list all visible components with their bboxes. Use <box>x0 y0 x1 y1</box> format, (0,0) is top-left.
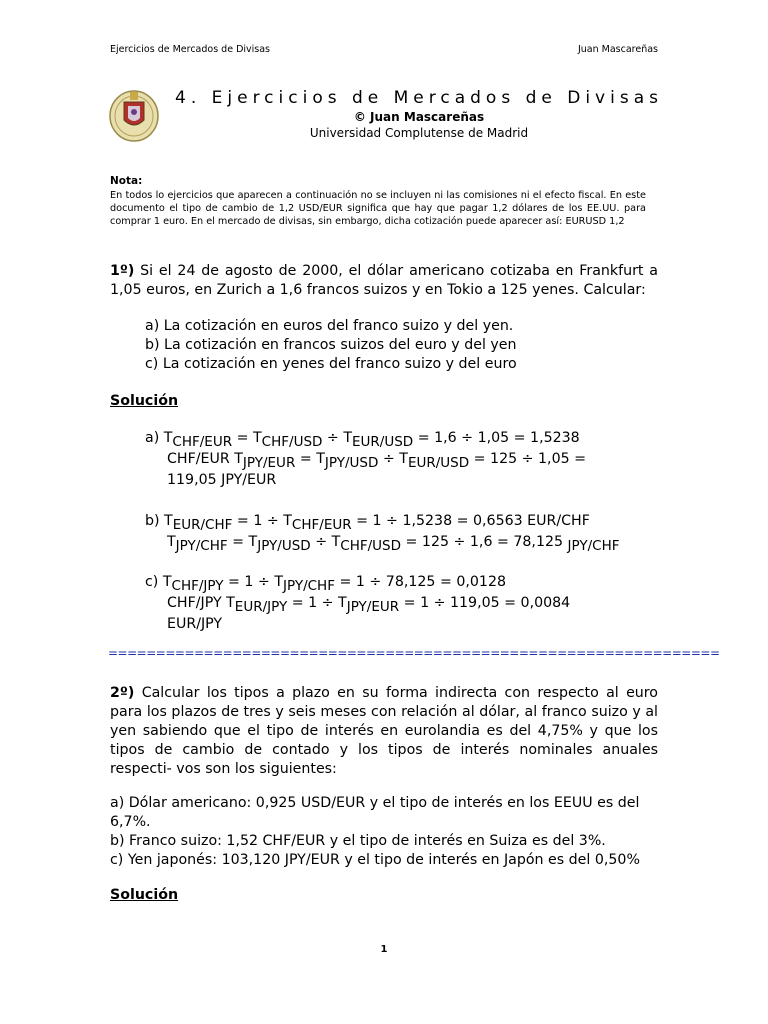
page-number: 1 <box>380 944 388 955</box>
university: Universidad Complutense de Madrid <box>309 126 529 140</box>
sol-1c-line-1: c) $T_{CHF/JPY} = 1 \div T_{JPY/CHF} = 1 \div 78,125 = 0,0128$ <box>145 574 507 594</box>
exercise-2-number: 2º) <box>110 685 135 701</box>
exercise-1-options <box>145 317 645 374</box>
exercise-1-number: 1º) <box>110 263 135 279</box>
author: © Juan Mascareñas <box>353 110 485 124</box>
exercise-2-text: Calcular los tipos a plazo en su forma indirecta con respecto al euro para los plazos de tres y seis meses con relación al dólar, al franco suizo y al yen sabiendo que el tipo de interés en eurolandia es del 4,75% y que los tipos de cambio de contado y los tipos de interés nominales anuales respecti- vos son los siguientes: <box>110 685 658 777</box>
solution-1b <box>145 511 665 553</box>
exercise-1-text: Si el 24 de agosto de 2000, el dólar americano cotizaba en Frankfurt a 1,05 euros, en Zurich a 1,6 francos suizos y en Tokio a 125 yenes. Calcular: <box>110 263 658 298</box>
sol-1a-line-2: CHF/EUR $T_{JPY/EUR} = T_{JPY/USD} \div T_{EUR/USD} = 125 \div 1,05$ = <box>167 451 587 471</box>
solution-heading-2: Solución <box>110 887 179 903</box>
note-block <box>110 175 646 228</box>
university-seal-icon <box>108 86 160 142</box>
note-text: En todos lo ejercicios que aparecen a continuación no se incluyen ni las comisiones ni el efecto fiscal. En este documento el tipo de cambio de 1,2 USD/EUR significa que hay que pagar 1,2 dólares de los EE.UU. para comprar 1 euro. En el mercado de divisas, sin embargo, dicha cotización puede aparecer así: EURUSD 1,2 <box>110 190 646 227</box>
sol-1a-line-1: a) $T_{CHF/EUR} = T_{CHF/USD} \div T_{EUR/USD} = 1,6 \div 1,05 = 1,5238$ <box>145 430 580 450</box>
running-header-right: Juan Mascareñas <box>577 44 658 55</box>
option-c: c) La cotización en yenes del franco suizo y del euro <box>145 356 517 372</box>
solution-1a <box>145 428 665 491</box>
exercise-2-items <box>110 794 658 870</box>
item-a: a) Dólar americano: 0,925 USD/EUR y el tipo de interés en los EEUU es del 6,7%. <box>110 795 640 830</box>
sol-1c-line-2: CHF/JPY $T_{EUR/JPY} = 1 \div T_{JPY/EUR} = 1 \div 119,05 = 0,0084$ <box>167 595 571 615</box>
sol-1b-line-2: $T_{JPY/CHF} = T_{JPY/USD} \div T_{CHF/USD} = 125 \div 1,6 = 78,125$ $_{JPY/CHF}$ <box>167 534 620 554</box>
solution-heading-1: Solución <box>110 393 179 409</box>
section-separator: ================================================================ <box>108 646 720 660</box>
document-title: 4. Ejercicios de Mercados de Divisas <box>175 88 663 108</box>
sol-1b-line-1: b) $T_{EUR/CHF} = 1 \div T_{CHF/EUR} = 1 \div 1,5238 = 0,6563$ EUR/CHF <box>145 513 590 533</box>
option-b: b) La cotización en francos suizos del euro y del yen <box>145 337 517 353</box>
option-a: a) La cotización en euros del franco suizo y del yen. <box>145 318 514 334</box>
item-b: b) Franco suizo: 1,52 CHF/EUR y el tipo de interés en Suiza es del 3%. <box>110 833 606 849</box>
sol-1a-line-3: 119,05 JPY/EUR <box>167 472 277 488</box>
exercise-2-statement <box>110 684 658 779</box>
item-c: c) Yen japonés: 103,120 JPY/EUR y el tipo de interés en Japón es del 0,50% <box>110 852 640 868</box>
exercise-1-statement <box>110 262 658 300</box>
running-header-left: Ejercicios de Mercados de Divisas <box>110 44 271 55</box>
note-label: Nota: <box>110 175 143 187</box>
sol-1c-line-3: EUR/JPY <box>167 616 223 632</box>
solution-1c <box>145 572 665 635</box>
